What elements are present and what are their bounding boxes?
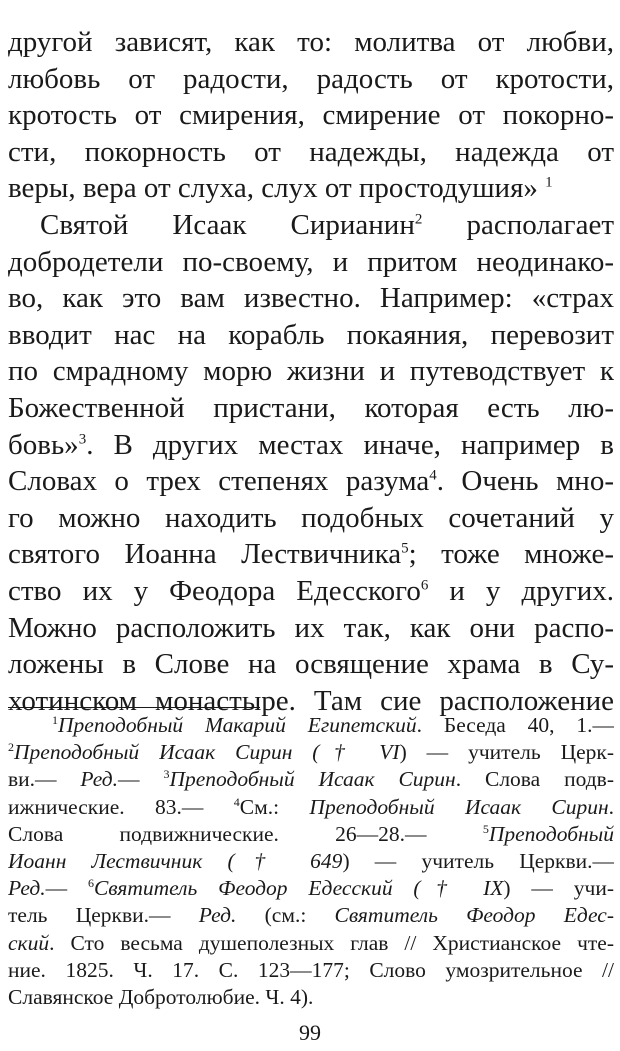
footnote-text: . Слова подв-	[455, 767, 614, 792]
text-line	[8, 536, 614, 573]
text-segment: . В других местах иначе, например в	[86, 428, 614, 461]
footnote-text: См.:	[239, 794, 310, 819]
footnote-text: тель Церкви.—	[8, 903, 199, 928]
text-line	[8, 463, 614, 500]
footnote-text: —	[45, 876, 88, 901]
footnote-text: ижнические. 83.—	[8, 794, 234, 819]
footnote-mark: 2	[414, 211, 423, 228]
text-line: другой зависят, как то: молитва от любви,	[8, 26, 614, 58]
footnote-line: ние. 1825. Ч. 17. С. 123—177; Слово умозрительное //	[8, 957, 614, 982]
text-line: кротость от смирения, смирение от покорно-	[8, 99, 614, 132]
text-segment: ство их у Феодора Едесского	[8, 574, 421, 607]
footnote-mark: 5	[482, 821, 489, 836]
footnote-line	[8, 902, 614, 929]
footnote-italic: Иоанн Лествичник (	[8, 848, 235, 873]
footnote-italic: ский	[8, 930, 50, 955]
text-segment: Словах о трех степенях разума	[8, 465, 430, 498]
footnote-text: ви.—	[8, 767, 81, 792]
footnote-italic: † IX	[420, 876, 504, 901]
footnote-italic: † 649	[234, 848, 343, 873]
text-line: Божественной пристани, которая есть лю-	[8, 391, 614, 424]
text-segment: бовь»	[8, 428, 79, 461]
footnote-italic: Ред.	[8, 876, 46, 901]
text-segment: и у других.	[428, 574, 614, 607]
footnote-italic: Преподобный Исаак Сирин (	[14, 740, 320, 765]
text-segment: ; тоже множе-	[408, 538, 614, 571]
text-line: вводит нас на корабль покаяния, перевозит	[8, 318, 614, 351]
text-segment: располагает	[466, 208, 614, 241]
footnote-italic: † VI	[319, 740, 400, 765]
footnote-mark: 4	[429, 467, 437, 484]
footnote-text: (см.:	[236, 903, 335, 928]
footnote-mark: 5	[401, 540, 409, 557]
footnote-line	[8, 930, 614, 957]
footnotes	[8, 712, 614, 1011]
footnote-text: ) — учи-	[503, 876, 614, 901]
footnote-italic: Ред.	[80, 767, 119, 792]
text-line: во, как это вам известно. Например: «страх	[8, 282, 614, 315]
footnote-text: ) — учитель Церкви.—	[342, 848, 614, 873]
text-line: ложены в Слове на освящение храма в Су-	[8, 648, 614, 681]
footnote-text: . Сто весьма душеполезных глав // Христианское чте-	[49, 930, 614, 955]
footnote-mark: 2	[8, 740, 14, 755]
footnote-text: Слова подвижнические. 26—28.—	[8, 821, 483, 846]
footnote-line	[8, 739, 614, 766]
text-segment: святого Иоанна Лествичника	[8, 538, 402, 571]
text-segment: Святой Исаак Сирианин	[40, 208, 415, 241]
text-line	[8, 170, 614, 207]
text-segment: веры, вера от слуха, слух от простодушия»	[8, 172, 538, 205]
footnote-italic: Преподобный Макарий Египетский	[58, 713, 417, 737]
footnote-mark: 3	[163, 767, 170, 782]
footnote-mark: 1	[52, 712, 58, 727]
text-line	[8, 427, 614, 464]
text-line: сти, покорность от надежды, надежда от	[8, 135, 614, 168]
footnote-divider	[8, 707, 260, 708]
footnote-text: . Беседа 40, 1.—	[416, 713, 614, 737]
main-text	[8, 24, 614, 719]
footnote-mark: 6	[420, 577, 429, 594]
footnote-line	[8, 712, 614, 739]
footnote-line	[8, 766, 614, 793]
footnote-italic: Святитель Феодор Едесский (	[93, 876, 421, 901]
footnote-italic: Ред.	[198, 903, 237, 928]
text-segment: . Очень мно-	[436, 465, 614, 498]
footnote-line	[8, 821, 614, 848]
text-line: Можно расположить их так, как они распо-	[8, 611, 614, 644]
footnote-line	[8, 848, 614, 875]
text-line: добродетели по-своему, и притом неодинако-	[8, 245, 614, 278]
footnote-text: ) — учитель Церк-	[399, 740, 614, 765]
footnote-italic: Преподобный	[488, 821, 614, 846]
text-line: любовь от радости, радость от кротости,	[8, 62, 614, 95]
text-line: го можно находить подобных сочетаний у	[8, 501, 614, 534]
text-line: по смрадному морю жизни и путеводствует к	[8, 355, 614, 388]
footnote-mark: 1	[545, 174, 553, 191]
footnote-italic: Святитель Феодор Едес-	[334, 903, 614, 928]
footnote-text: —	[118, 767, 164, 792]
footnote-mark: 4	[233, 794, 240, 809]
footnote-text: .	[608, 794, 614, 819]
footnote-italic: Преподобный Исаак Сирин	[309, 794, 609, 819]
footnote-line	[8, 794, 614, 821]
page-number: 99	[299, 1020, 321, 1045]
footnote-italic: Преподобный Исаак Сирин	[169, 767, 456, 792]
text-line	[8, 207, 614, 244]
footnote-mark: 6	[87, 875, 94, 890]
footnote-mark: 3	[78, 430, 87, 447]
footnote-line: Славянское Добротолюбие. Ч. 4).	[8, 984, 314, 1009]
text-line: хотинском монастыре. Там сие расположение	[8, 684, 614, 717]
text-line	[8, 573, 614, 610]
footnote-line	[8, 875, 614, 902]
